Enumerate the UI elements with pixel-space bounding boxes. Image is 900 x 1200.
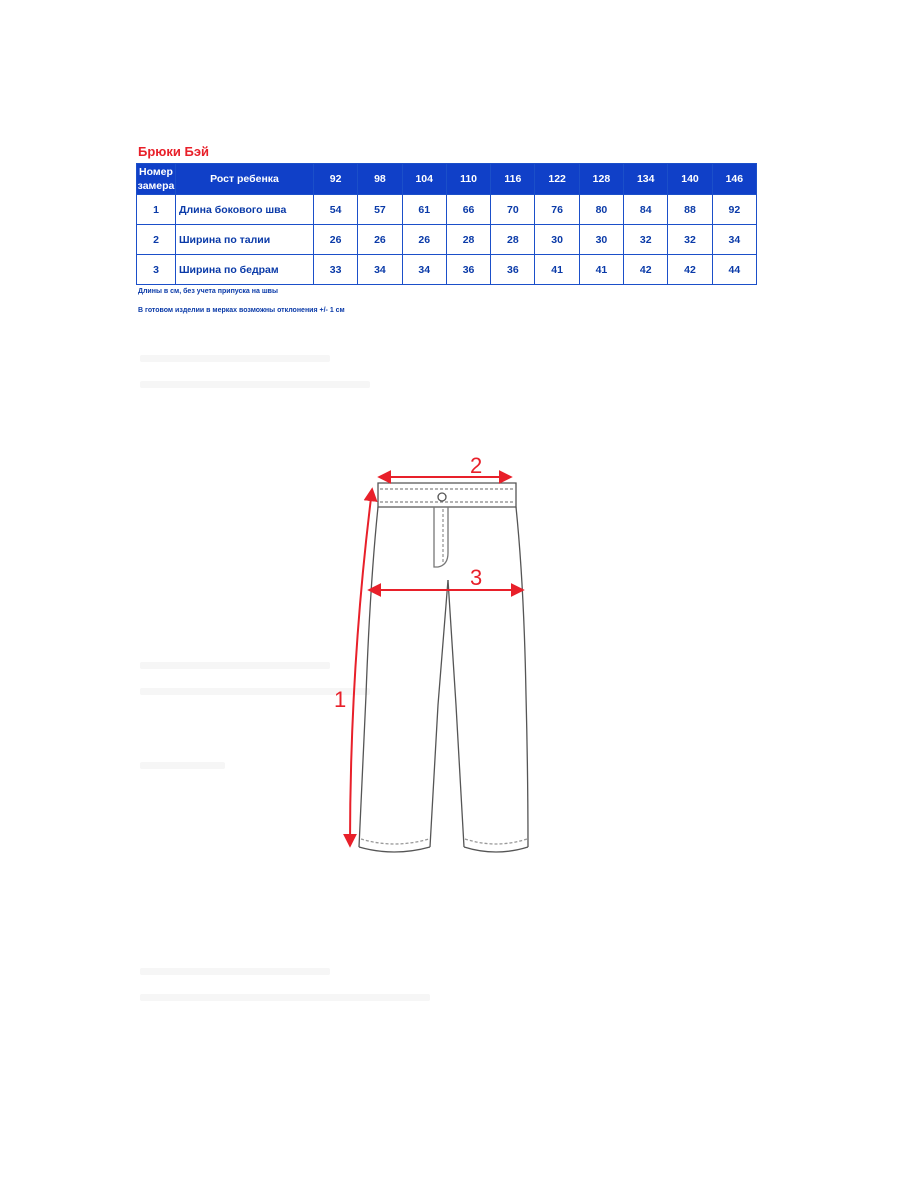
value-cell: 76 xyxy=(535,195,579,225)
height-cell: 116 xyxy=(491,164,535,195)
row-name: Ширина по бедрам xyxy=(176,255,314,285)
product-title: Брюки Бэй xyxy=(138,144,210,159)
value-cell: 26 xyxy=(314,225,358,255)
value-cell: 33 xyxy=(314,255,358,285)
value-cell: 32 xyxy=(624,225,668,255)
value-cell: 34 xyxy=(712,225,756,255)
value-cell: 28 xyxy=(491,225,535,255)
row-number: 2 xyxy=(137,225,176,255)
value-cell: 88 xyxy=(668,195,712,225)
table-row xyxy=(137,195,757,225)
faint-text-band xyxy=(140,662,330,669)
height-cell: 98 xyxy=(358,164,402,195)
value-cell: 28 xyxy=(446,225,490,255)
height-cell: 92 xyxy=(314,164,358,195)
pants-measurement-diagram xyxy=(330,445,570,865)
value-cell: 41 xyxy=(535,255,579,285)
value-cell: 32 xyxy=(668,225,712,255)
value-cell: 34 xyxy=(402,255,446,285)
label-waist-number: 2 xyxy=(470,453,483,478)
size-table xyxy=(136,163,757,285)
faint-text-band xyxy=(140,381,370,388)
row-number: 3 xyxy=(137,255,176,285)
table-header-row xyxy=(137,164,757,195)
height-cell: 146 xyxy=(712,164,756,195)
value-cell: 41 xyxy=(579,255,623,285)
height-cell: 122 xyxy=(535,164,579,195)
height-cell: 110 xyxy=(446,164,490,195)
value-cell: 36 xyxy=(446,255,490,285)
value-cell: 84 xyxy=(624,195,668,225)
value-cell: 30 xyxy=(535,225,579,255)
value-cell: 61 xyxy=(402,195,446,225)
pants-outline xyxy=(359,483,528,852)
row-name: Ширина по талии xyxy=(176,225,314,255)
value-cell: 54 xyxy=(314,195,358,225)
faint-text-band xyxy=(140,355,330,362)
faint-text-band xyxy=(140,968,330,975)
value-cell: 26 xyxy=(402,225,446,255)
value-cell: 34 xyxy=(358,255,402,285)
value-cell: 44 xyxy=(712,255,756,285)
value-cell: 42 xyxy=(668,255,712,285)
table-row xyxy=(137,225,757,255)
value-cell: 36 xyxy=(491,255,535,285)
row-number: 1 xyxy=(137,195,176,225)
value-cell: 57 xyxy=(358,195,402,225)
table-row xyxy=(137,255,757,285)
label-side-seam-number: 1 xyxy=(334,687,347,712)
value-cell: 30 xyxy=(579,225,623,255)
value-cell: 66 xyxy=(446,195,490,225)
height-cell: 128 xyxy=(579,164,623,195)
value-cell: 70 xyxy=(491,195,535,225)
note-tolerance: В готовом изделии в мерках возможны отклонения +/- 1 см xyxy=(138,307,345,314)
value-cell: 26 xyxy=(358,225,402,255)
header-measure-number: Номер замера xyxy=(137,164,176,195)
height-cell: 104 xyxy=(402,164,446,195)
height-cell: 134 xyxy=(624,164,668,195)
label-hips-number: 3 xyxy=(470,565,483,590)
header-child-height: Рост ребенка xyxy=(176,164,314,195)
row-name: Длина бокового шва xyxy=(176,195,314,225)
value-cell: 42 xyxy=(624,255,668,285)
height-cell: 140 xyxy=(668,164,712,195)
faint-text-band xyxy=(140,994,430,1001)
value-cell: 92 xyxy=(712,195,756,225)
note-lengths: Длины в см, без учета припуска на швы xyxy=(138,288,278,295)
faint-text-band xyxy=(140,762,225,769)
value-cell: 80 xyxy=(579,195,623,225)
